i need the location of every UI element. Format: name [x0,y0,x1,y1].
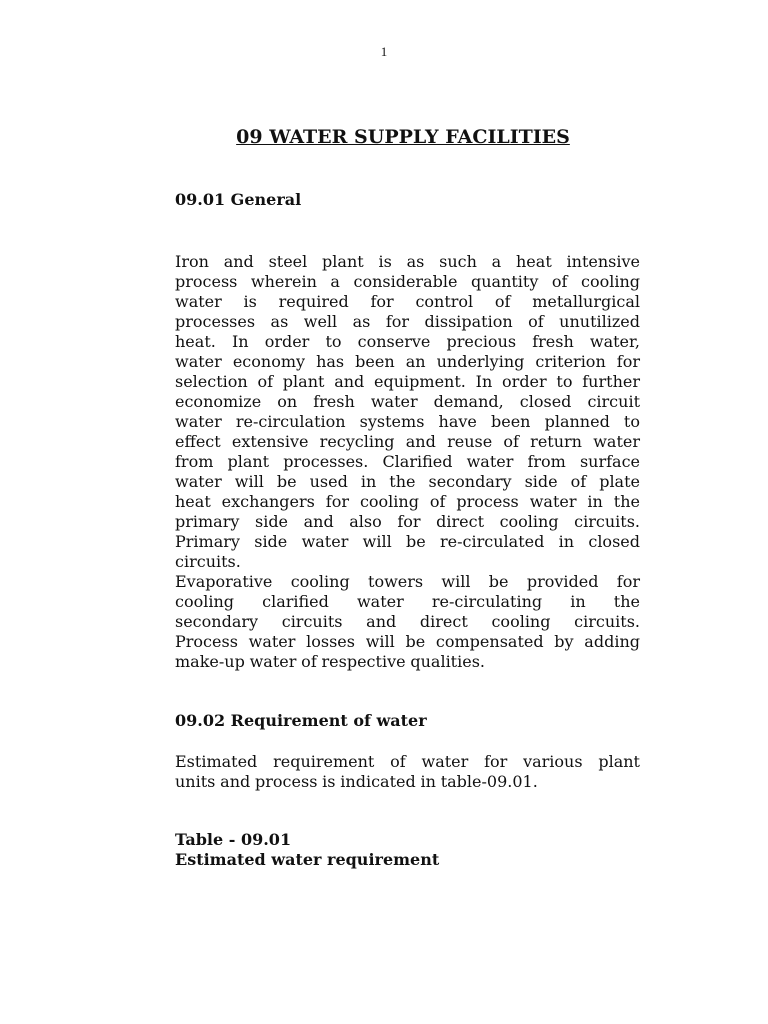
page-number: 1 [380,44,388,59]
table-title: Estimated water requirement [175,850,440,869]
paragraph-line: economize on fresh water demand, closed circuit [175,392,640,411]
paragraph-line: Process water losses will be compensated by adding [175,632,640,651]
paragraph-line: water economy has been an underlying criterion for [175,352,640,371]
paragraph-line: process wherein a considerable quantity of cooling [175,272,640,291]
paragraph-line: Iron and steel plant is as such a heat intensive [175,252,640,271]
paragraph-line: heat exchangers for cooling of process water in the [175,492,640,511]
general-paragraph-2 [175,572,640,672]
requirement-paragraph [175,752,640,792]
paragraph-line: Primary side water will be re-circulated in closed [175,532,640,551]
paragraph-line: water is required for control of metallurgical [175,292,640,311]
paragraph-line: from plant processes. Clarified water from surface [175,452,640,471]
paragraph-line: processes as well as for dissipation of unutilized [175,312,640,331]
paragraph-line: circuits. [175,552,241,571]
section-heading-requirement: 09.02 Requirement of water [175,711,427,730]
document-title: 09 WATER SUPPLY FACILITIES [236,126,570,148]
section-heading-general: 09.01 General [175,190,302,209]
paragraph-line: Estimated requirement of water for various plant [175,752,640,771]
paragraph-line: Evaporative cooling towers will be provided for [175,572,640,591]
paragraph-line: water re-circulation systems have been planned to [175,412,640,431]
paragraph-line: cooling clarified water re-circulating in the [175,592,640,611]
paragraph-line: selection of plant and equipment. In order to further [175,372,640,391]
paragraph-line: secondary circuits and direct cooling circuits. [175,612,640,631]
paragraph-line: water will be used in the secondary side of plate [175,472,640,491]
general-paragraph-1 [175,252,640,572]
table-caption [175,830,439,870]
paragraph-line: units and process is indicated in table-09.01. [175,772,538,791]
paragraph-line: make-up water of respective qualities. [175,652,485,671]
table-number: Table - 09.01 [175,830,292,849]
paragraph-line: effect extensive recycling and reuse of return water [175,432,640,451]
paragraph-line: heat. In order to conserve precious fresh water, [175,332,640,351]
paragraph-line: primary side and also for direct cooling circuits. [175,512,640,531]
